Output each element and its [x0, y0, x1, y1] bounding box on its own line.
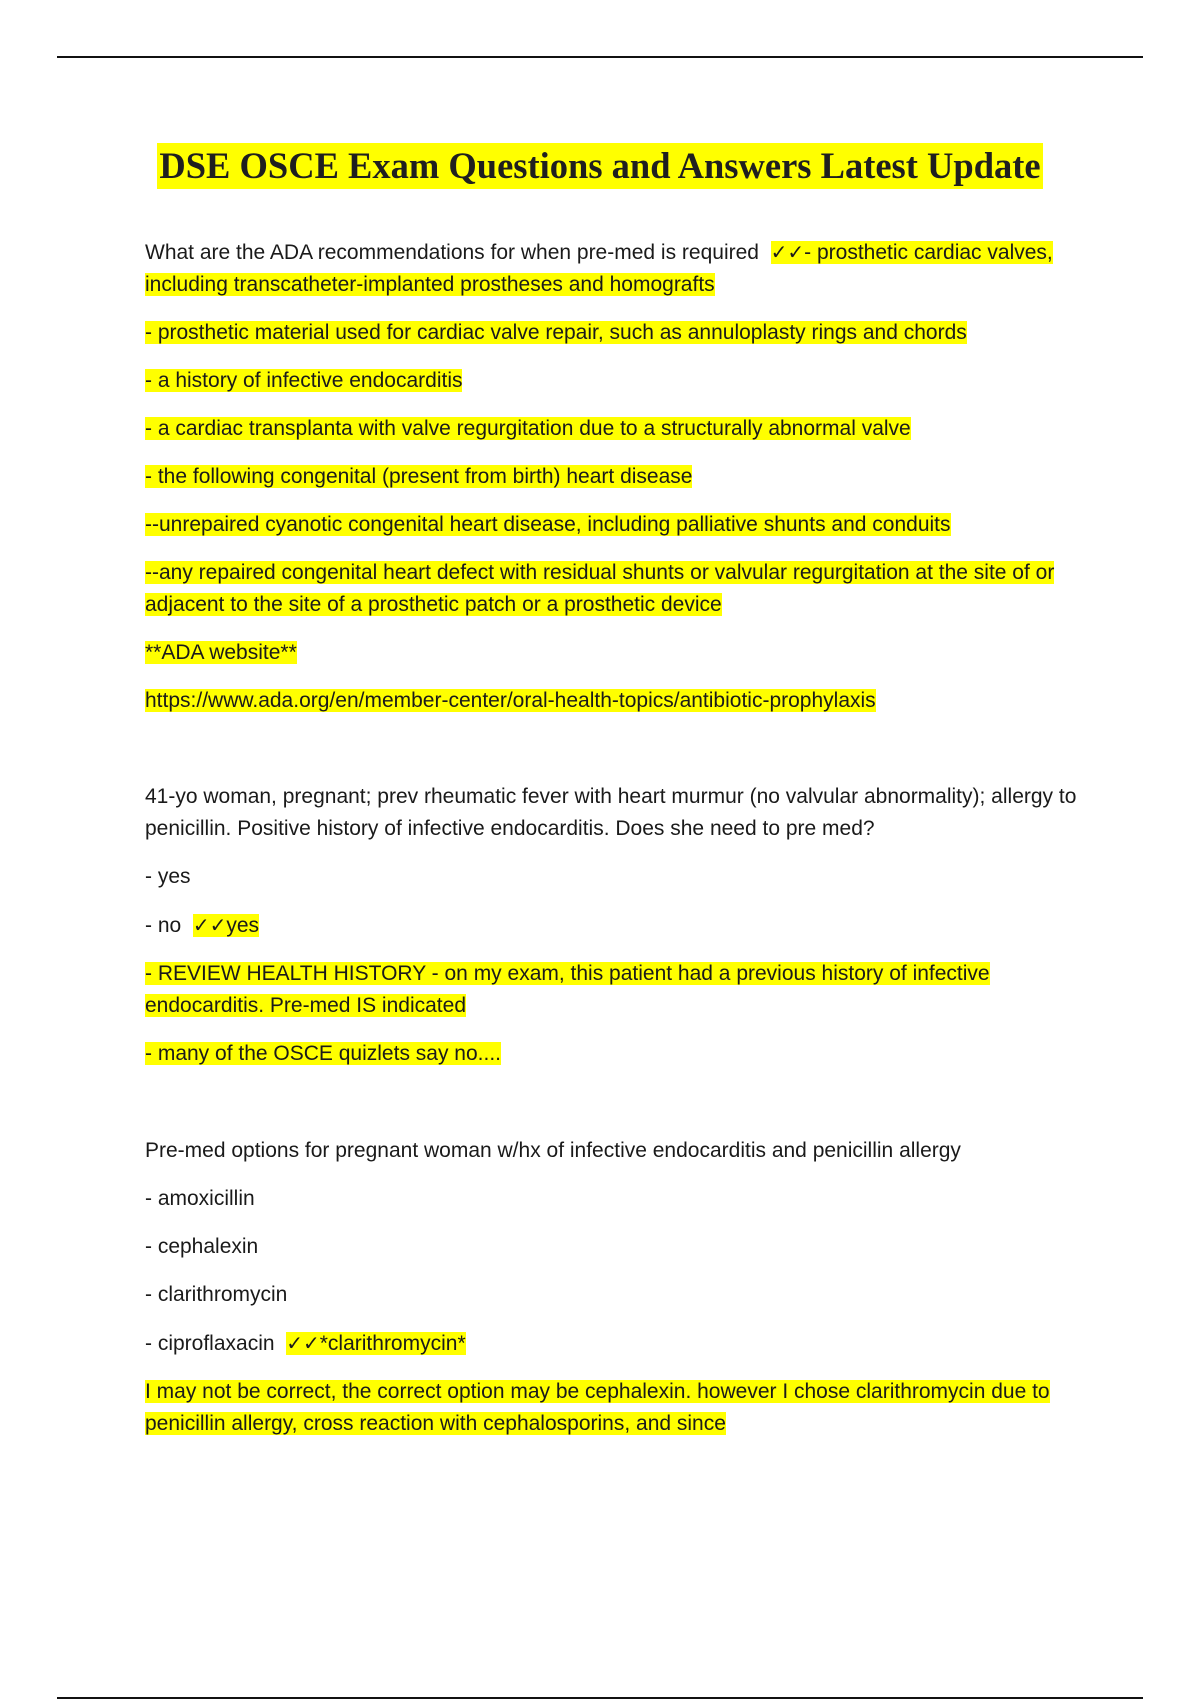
checkmark-icon: ✓✓ [770, 240, 805, 264]
answer-first-line: - prosthetic cardiac valves, including transcatheter-implanted prostheses and homografts [145, 241, 1053, 296]
option-line-with-answer [145, 909, 1090, 942]
answer-text: *clarithromycin* [319, 1332, 466, 1355]
answer-line: - prosthetic material used for cardiac valve repair, such as annuloplasty rings and chords [145, 321, 967, 344]
reference-link[interactable]: https://www.ada.org/en/member-center/oral-health-topics/antibiotic-prophylaxis [145, 689, 876, 712]
option-line: - clarithromycin [145, 1283, 288, 1306]
note-line: - many of the OSCE quizlets say no.... [145, 1042, 501, 1065]
document-title: DSE OSCE Exam Questions and Answers Latest Update [157, 143, 1042, 189]
answer-line: --any repaired congenital heart defect with residual shunts or valvular regurgitation at the site of or adjacent to the site of a prosthetic patch or a prosthetic device [145, 561, 1055, 616]
question-3-answer [286, 1332, 465, 1355]
checkmark-icon: ✓✓ [192, 913, 227, 937]
note-line: I may not be correct, the correct option may be cephalexin. however I chose clarithromycin due to penicillin allergy, cross reaction with cephalosporins, and since [145, 1380, 1050, 1435]
option-line-with-answer [145, 1327, 1090, 1360]
option-line: - amoxicillin [145, 1187, 255, 1210]
answer-line: - a cardiac transplanta with valve regurgitation due to a structurally abnormal valve [145, 417, 911, 440]
checkmark-icon: ✓✓ [286, 1331, 320, 1355]
question-1-text: What are the ADA recommendations for when pre-med is required [145, 241, 759, 264]
bottom-rule [57, 1697, 1143, 1699]
option-line: - cephalexin [145, 1235, 259, 1258]
question-1 [145, 236, 1090, 301]
answer-line: - the following congenital (present from birth) heart disease [145, 465, 693, 488]
answer-text: yes [226, 914, 260, 937]
answer-line: - a history of infective endocarditis [145, 369, 463, 392]
answer-line: **ADA website** [145, 641, 297, 664]
answer-line: --unrepaired cyanotic congenital heart disease, including palliative shunts and conduits [145, 513, 951, 536]
question-2-text: 41-yo woman, pregnant; prev rheumatic fever with heart murmur (no valvular abnormality); allergy to penicillin. Positive history of infective endocarditis. Does she need to pre med? [145, 785, 1077, 840]
document-body [145, 236, 1090, 1456]
option-line: - yes [145, 865, 191, 888]
top-rule [57, 56, 1143, 58]
option-text: - no [145, 914, 182, 937]
note-line: - REVIEW HEALTH HISTORY - on my exam, this patient had a previous history of infective endocarditis. Pre-med IS indicated [145, 962, 990, 1017]
question-2-answer [193, 914, 259, 937]
question-3-text: Pre-med options for pregnant woman w/hx of infective endocarditis and penicillin allergy [145, 1139, 961, 1162]
option-text: - ciproflaxacin [145, 1332, 275, 1355]
title-container [0, 143, 1200, 189]
